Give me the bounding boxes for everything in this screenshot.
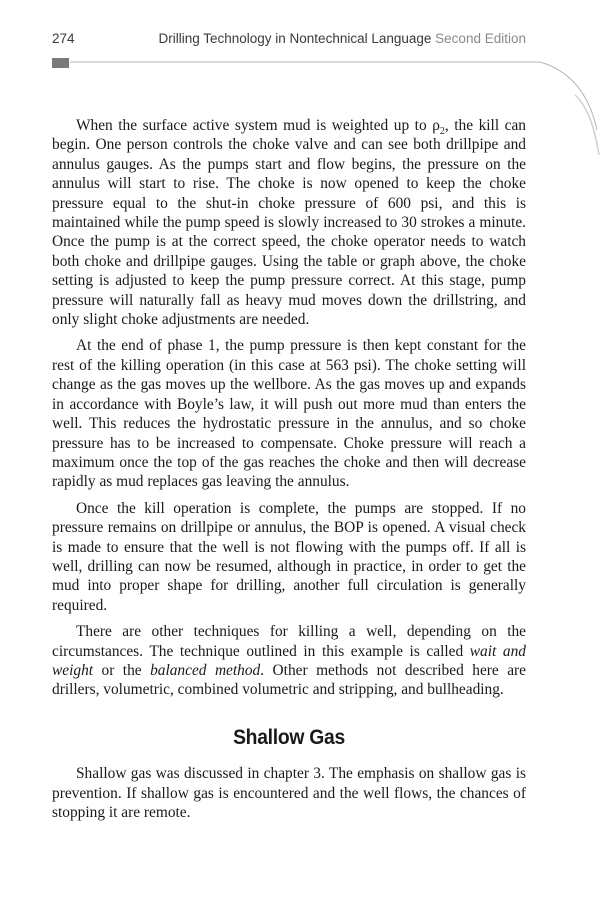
term-balanced-method: balanced method [150,661,261,679]
paragraph-5: Shallow gas was discussed in chapter 3. The emphasis on shallow gas is prevention. If shallow gas is encountered and the well flows, the chances of stopping it are remote. [52,765,526,821]
chapter-tab-mark [52,58,69,68]
page-number: 274 [52,31,75,46]
body-text [52,116,526,829]
paragraph-2: At the end of phase 1, the pump pressure is then kept constant for the rest of the killing operation (in this case at 563 psi). The choke setting will change as the gas moves up the wellbore. As the gas moves up and expands in accordance with Boyle’s law, it will push out more mud than enters the well. This reduces the hydrostatic pressure in the annulus, and so choke pressure has to be increased to compensate. Choke pressure will reach a maximum once the top of the gas reaches the choke and then will decrease rapidly as mud replaces gas leaving the annulus. [52,337,526,491]
paragraph-3: Once the kill operation is complete, the pumps are stopped. If no pressure remains on drillpipe or annulus, the BOP is opened. A visual check is made to ensure that the well is not flowing with the pumps off. If all is well, drilling can now be resumed, although in practice, in order to get the mud into proper shape for drilling, another full circulation is generally required. [52,499,526,614]
book-edition: Second Edition [435,31,526,46]
rho-subscript: 2 [439,126,445,138]
paragraph-4: There are other techniques for killing a well, depending on the circumstances. The technique outlined in this example is called wait and weight or the balanced method. Other methods not described here are drillers, volumetric, combined volumetric and stripping, and bullheading. [52,623,526,699]
paragraph-1: When the surface active system mud is weighted up to $\rho_2$, the kill can begin. One person controls the choke valve and can see both drillpipe and annulus gauges. As the pumps start and flow begins, the pressure on the annulus will start to rise. The choke is now opened to keep the choke pressure equal to the shut-in choke pressure of 600 psi, and this is maintained while the pump speed is slowly increased to 30 strokes a minute. Once the pump is at the correct speed, the choke operator needs to watch both choke and drillpipe gauges. Using the table or graph above, the choke setting is adjusted to keep the pump pressure correct. At this stage, pump pressure will naturally fall as heavy mud moves down the drillstring, and only slight choke adjustments are needed. [52,117,526,329]
running-head-title [158,31,526,46]
running-header [52,29,526,49]
term-wait-and-weight: wait and weight [52,642,526,679]
book-title: Drilling Technology in Nontechnical Language [158,31,432,46]
section-heading: Shallow Gas [233,725,345,749]
rho-symbol: ρ [432,117,440,134]
